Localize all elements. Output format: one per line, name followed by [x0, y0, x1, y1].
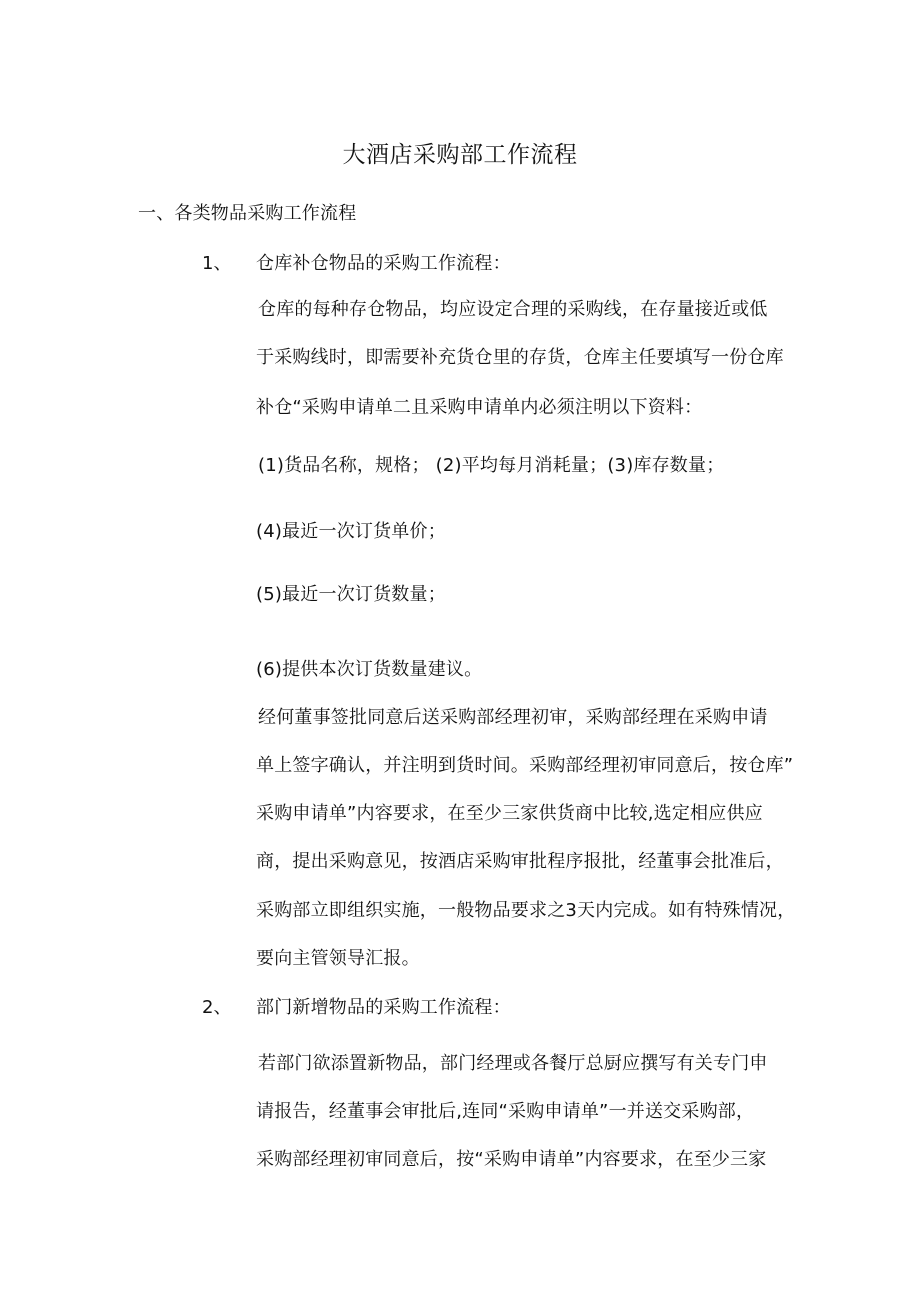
- paragraph-line: 采购部经理初审同意后，按“采购申请单”内容要求，在至少三家: [256, 1149, 767, 1170]
- paragraph-line: 采购部立即组织实施，一般物品要求之3天内完成。如有特殊情况，: [256, 900, 796, 921]
- list-item: (6)提供本次订货数量建议。: [256, 659, 483, 680]
- item-heading: 仓库补仓物品的采购工作流程：: [256, 253, 511, 274]
- paragraph-line: 仓库的每种存仓物品，均应设定合理的采购线，在存量接近或低: [258, 299, 768, 320]
- paragraph-line: 若部门欲添置新物品，部门经理或各餐厅总厨应撰写有关专门申: [258, 1053, 768, 1074]
- list-item: (1)货品名称，规格； (2)平均每月消耗量；(3)库存数量；: [258, 455, 725, 476]
- paragraph-line: 要向主管领导汇报。: [256, 948, 420, 969]
- paragraph-line: 补仓“采购申请单二且采购申请单内必须注明以下资料：: [256, 397, 703, 418]
- list-item: (5)最近一次订货数量；: [256, 584, 446, 605]
- paragraph-line: 于采购线时，即需要补充货仓里的存货，仓库主任要填写一份仓库: [256, 347, 784, 368]
- paragraph-line: 单上签字确认，并注明到货时间。采购部经理初审同意后，按仓库”: [256, 755, 794, 776]
- section-heading: 一、各类物品采购工作流程: [138, 203, 357, 224]
- list-item: (4)最近一次订货单价；: [256, 521, 446, 542]
- paragraph-line: 商，提出采购意见，按酒店采购审批程序报批，经董事会批准后，: [256, 851, 784, 872]
- item-number: 2、: [202, 997, 232, 1018]
- paragraph-line: 请报告，经董事会审批后,连同“采购申请单”一并送交采购部，: [256, 1101, 755, 1122]
- paragraph-line: 采购申请单”内容要求，在至少三家供货商中比较,选定相应供应: [256, 803, 763, 824]
- document-title: 大酒店采购部工作流程: [342, 142, 578, 168]
- item-number: 1、: [202, 253, 232, 274]
- item-heading: 部门新增物品的采购工作流程：: [256, 997, 511, 1018]
- paragraph-line: 经何董事签批同意后送采购部经理初审，采购部经理在采购申请: [258, 707, 768, 728]
